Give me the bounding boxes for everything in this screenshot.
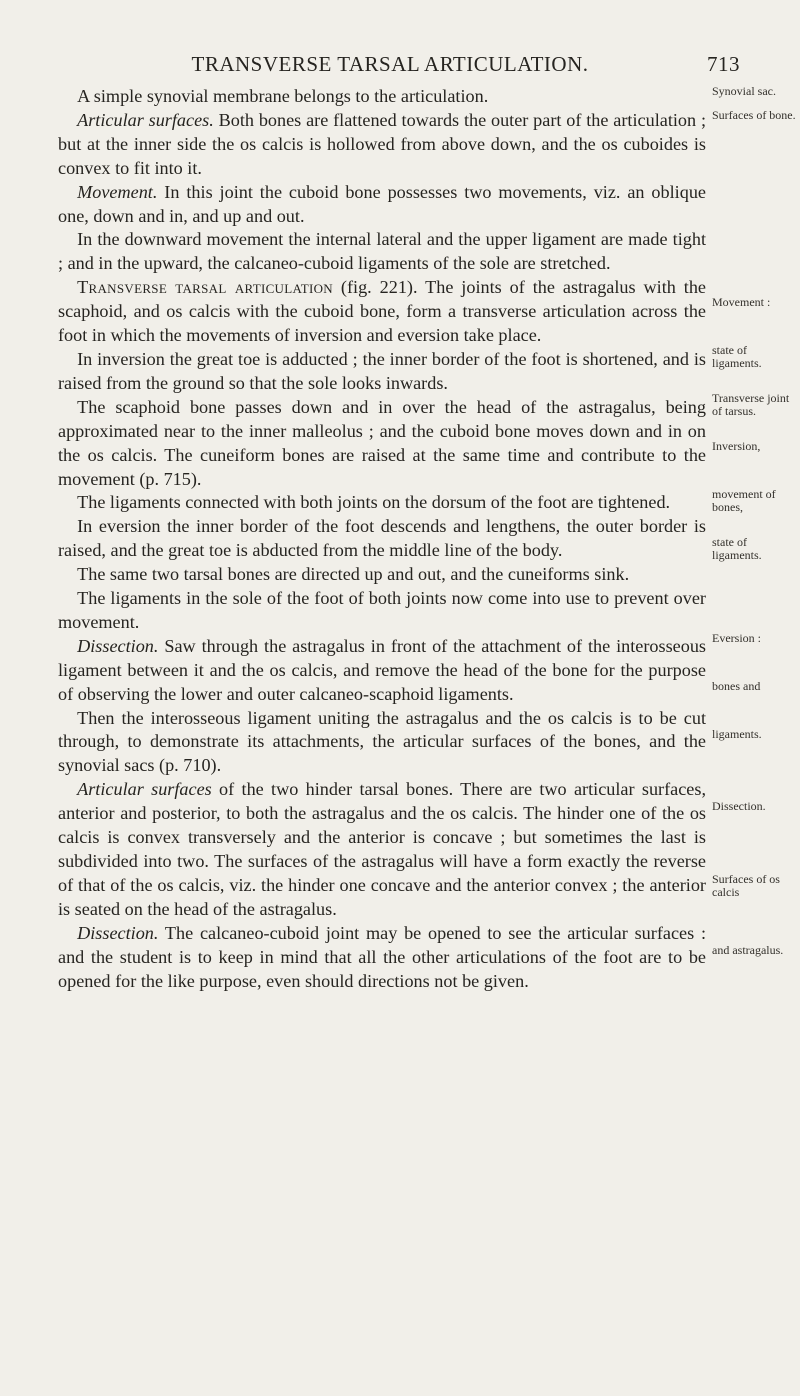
paragraph [58,515,706,563]
paragraph-text: In this joint the cuboid bone possesses two movements, viz. an oblique one, down and in, and up and out. [58,181,706,226]
paragraph-text: In eversion the inner border of the foot descends and lengthens, the outer border is raised, and the great toe is abducted from the middle line of the body. [58,516,706,561]
paragraph-lead: Articular surfaces [77,779,212,800]
margin-note: Surfaces of os calcis [712,872,780,899]
margin-note: Eversion : [712,631,761,645]
paragraph [58,181,706,229]
paragraph-text: Both bones are flattened towards the outer part of the articulation ; but at the inner side the os calcis is hollowed from above down, and the os cuboides is convex to fit into it. [58,109,706,178]
paragraph [58,587,706,635]
margin-note: and astragalus. [712,943,784,957]
paragraph [58,348,706,396]
paragraph [58,563,706,587]
paragraph-text: of the two hinder tarsal bones. There are two articular surfaces, anterior and posterior, to both the astragalus and the os calcis. The hinder one of the os calcis is convex transversely and the anterior is concave ; but sometimes the last is subdivided into two. The surfaces of the astragalus will have a form exactly the reverse of that of the os calcis, viz. the hinder one concave and the anterior convex ; the anterior is seated on the head of the astragalus. [58,779,706,919]
paragraph-text: The same two tarsal bones are directed up and out, and the cuneiforms sink. [77,564,630,585]
paragraph-lead: Movement. [77,181,158,202]
paragraph [58,635,706,707]
paragraph-text: Saw through the astragalus in front of the attachment of the interosseous ligament between it and the os calcis, and remove the head of the bone for the purpose of observing the lower and outer calcaneo-scaphoid ligaments. [58,635,706,704]
paragraph [58,85,706,109]
paragraph-text: The ligaments connected with both joints on the dorsum of the foot are tightened. [77,492,671,513]
paragraph-text: (fig. 221). The joints of the astragalus with the scaphoid, and os calcis with the cuboid bone, form a transverse articulation across the foot in which the movements of inversion and eversion take place. [58,277,706,346]
body-text [58,85,706,993]
paragraph [58,778,706,921]
paragraph [58,491,706,515]
paragraph-lead: Transverse tarsal articulation [77,277,333,298]
paragraph [58,922,706,994]
margin-note: Movement : [712,295,771,309]
margin-note: Transverse joint of tarsus. [712,391,790,418]
page-number: 713 [707,52,740,76]
paragraph-text: The ligaments in the sole of the foot of both joints now come into use to prevent over movement. [58,588,706,632]
paragraph-text: The scaphoid bone passes down and in over the head of the astragalus, being approximated near to the inner malleolus ; and the cuboid bone moves down and in on the os calcis. The cuneiform bones are raised at the same time and contribute to the movement (p. 715). [58,396,706,489]
margin-note: state of ligaments. [712,535,762,562]
margin-note: movement of bones, [712,487,776,514]
margin-note: Inversion, [712,439,761,453]
paragraph-text: Then the interosseous ligament uniting the astragalus and the os calcis is to be cut through, to demonstrate its attachments, the articular surfaces of the bones, and the synovial sacs (p. 710). [58,707,706,776]
paragraph [58,109,706,181]
paragraph-text: In the downward movement the internal lateral and the upper ligament are made tight ; and in the upward, the calcaneo-cuboid ligaments of the sole are stretched. [58,229,706,274]
margin-note: Surfaces of bone. [712,108,796,122]
margin-note: state of ligaments. [712,343,762,370]
paragraph [58,707,706,779]
paragraph [58,228,706,276]
margin-note: Dissection. [712,799,766,813]
margin-note: Synovial sac. [712,84,776,98]
paragraph [58,276,706,348]
margin-note: bones and [712,679,761,693]
paragraph-text: The calcaneo-cuboid joint may be opened to see the articular surfaces : and the student is to keep in mind that all the other articulations of the foot are to be opened for the like purpose, even should directions not be given. [58,922,706,991]
paragraph-text: In inversion the great toe is adducted ; the inner border of the foot is shortened, and is raised from the ground so that the sole looks inwards. [58,348,706,393]
paragraph [58,396,706,492]
paragraph-lead: Dissection. [77,922,159,943]
paragraph-lead: Dissection. [77,635,159,656]
margin-note: ligaments. [712,727,762,741]
running-title: TRANSVERSE TARSAL ARTICULATION. [191,52,589,76]
paragraph-text: A simple synovial membrane belongs to the articulation. [77,86,489,106]
paragraph-lead: Articular surfaces. [77,109,214,130]
